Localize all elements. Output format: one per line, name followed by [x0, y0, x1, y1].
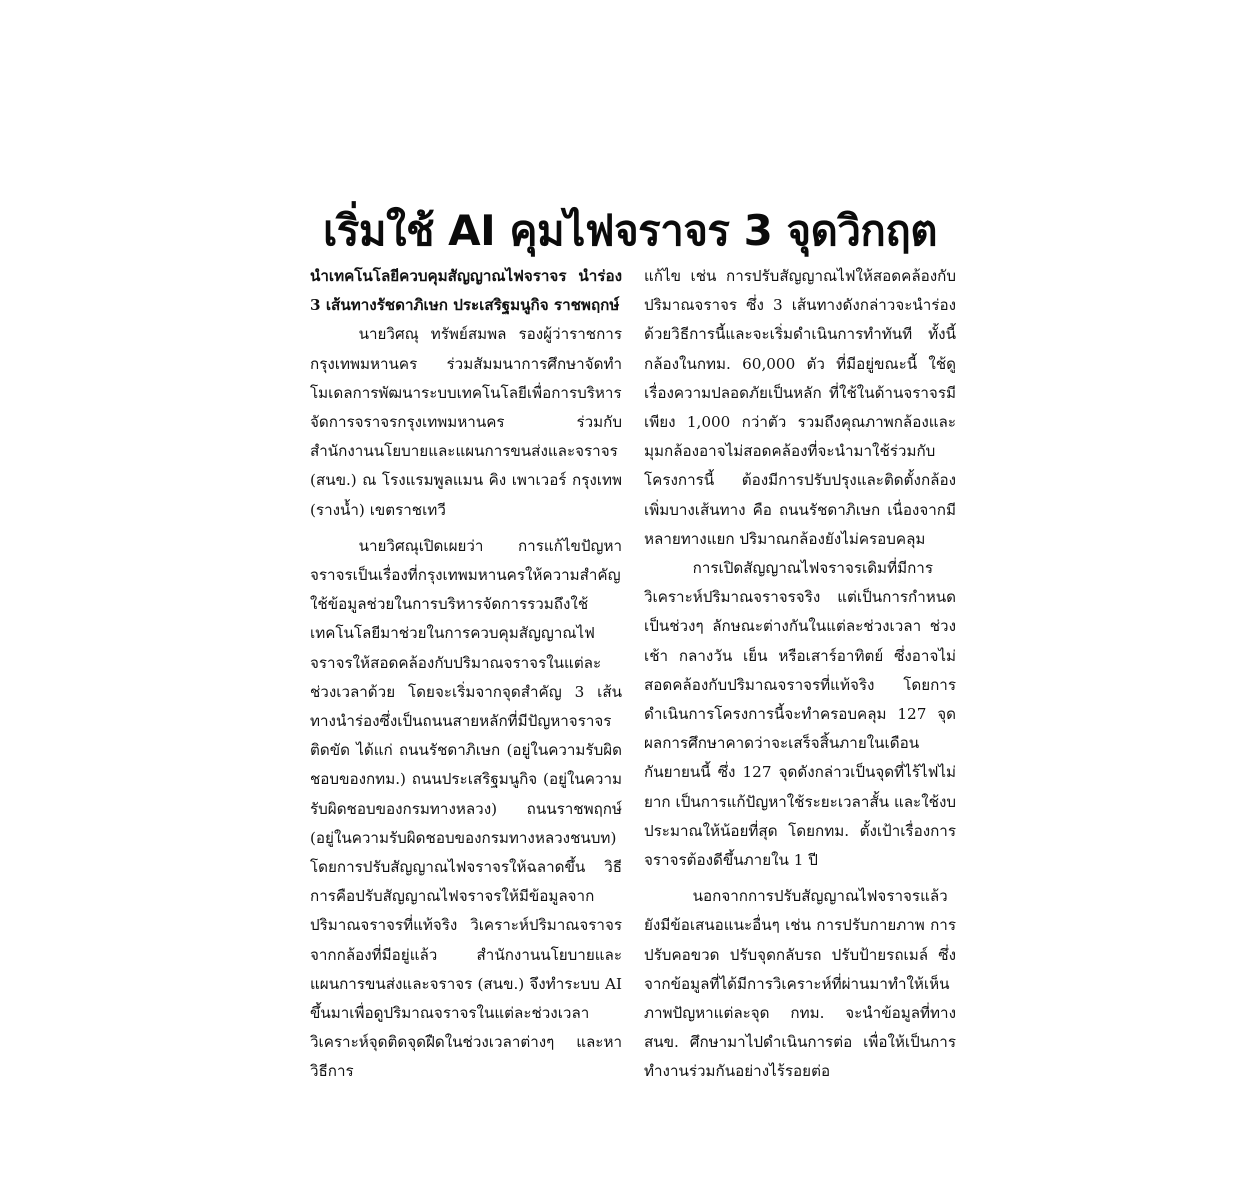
article-paragraph: นายวิศณุ ทรัพย์สมพล รองผู้ว่าราชการกรุงเทพมหานคร ร่วมสัมมนาการศึกษาจัดทำโมเดลการพัฒนาระบบเทคโนโลยีเพื่อการบริหารจัดการจราจรกรุงเทพมหานคร ร่วมกับ สำนักงานนโยบายและแผนการขนส่งและจราจร (สนข.) ณ โรงแรมพูลแมน คิง เพาเวอร์ กรุงเทพ (รางน้ำ) เขตราชเทวี	[310, 325, 622, 519]
article-paragraph: นายวิศณุเปิดเผยว่า การแก้ไขปัญหาจราจรเป็นเรื่องที่กรุงเทพมหานครให้ความสำคัญ ใช้ข้อมูลช่วยในการบริหารจัดการรวมถึงใช้เทคโนโลยีมาช่วยในการควบคุมสัญญาณไฟจราจรให้สอดคล้องกับปริมาณจราจรในแต่ละช่วงเวลาด้วย โดยจะเริ่มจากจุดสำคัญ 3 เส้นทางนำร่องซึ่งเป็นถนนสายหลักที่มีปัญหาจราจรติดขัด ได้แก่ ถนนรัชดาภิเษก (อยู่ในความรับผิดชอบของกทม.) ถนนประเสริฐมนูกิจ (อยู่ในความรับผิดชอบของกรมทางหลวง) ถนนราชพฤกษ์ (อยู่ในความรับผิดชอบของกรมทางหลวงชนบท) โดยการปรับสัญญาณไฟจราจรให้ฉลาดขึ้น วิธีการคือปรับสัญญาณไฟจราจรให้มีข้อมูลจากปริมาณจราจรที่แท้จริง วิเคราะห์ปริมาณจราจรจากกล้องที่มีอยู่แล้ว สำนักงานนโยบายและแผนการขนส่งและจราจร (สนข.) จึงทำระบบ AI ขึ้นมาเพื่อดูปริมาณจราจรในแต่ละช่วงเวลา วิเคราะห์จุดติดจุดฝืดในช่วงเวลาต่างๆ และหาวิธีการ	[310, 536, 622, 1081]
article-paragraph: นอกจากการปรับสัญญาณไฟจราจรแล้วยังมีข้อเสนอแนะอื่นๆ เช่น การปรับกายภาพ การปรับคอขวด ปรับจุดกลับรถ ปรับป้ายรถเมล์ ซึ่งจากข้อมูลที่ได้มีการวิเคราะห์ที่ผ่านมาทำให้เห็นภาพปัญหาแต่ละจุด กทม. จะนำข้อมูลที่ทาง สนข. ศึกษามาไปดำเนินการต่อ เพื่อให้เป็นการทำงานร่วมกันอย่างไร้รอยต่อ	[644, 887, 956, 1081]
article-column-left	[310, 262, 622, 1177]
article-paragraph: การเปิดสัญญาณไฟจราจรเดิมที่มีการวิเคราะห์ปริมาณจราจรจริง แต่เป็นการกำหนดเป็นช่วงๆ ลักษณะต่างกันในแต่ละช่วงเวลา ช่วงเช้า กลางวัน เย็น หรือเสาร์อาทิตย์ ซึ่งอาจไม่สอดคล้องกับปริมาณจราจรที่แท้จริง โดยการดำเนินการโครงการนี้จะทำครอบคลุม 127 จุด ผลการศึกษาคาดว่าจะเสร็จสิ้นภายในเดือนกันยายนนี้ ซึ่ง 127 จุดดังกล่าวเป็นจุดที่ไร้ไฟไม่ยาก เป็นการแก้ปัญหาใช้ระยะเวลาสั้น และใช้งบประมาณให้น้อยที่สุด โดยกทม. ตั้งเป้าเรื่องการจราจรต้องดีขึ้นภายใน 1 ปี	[644, 559, 956, 870]
article-paragraph: แก้ไข เช่น การปรับสัญญาณไฟให้สอดคล้องกับปริมาณจราจร ซึ่ง 3 เส้นทางดังกล่าวจะนำร่องด้วยวิธีการนี้และจะเริ่มดำเนินการทำทันที ทั้งนี้ กล้องในกทม. 60,000 ตัว ที่มีอยู่ขณะนี้ ใช้ดูเรื่องความปลอดภัยเป็นหลัก ที่ใช้ในด้านจราจรมีเพียง 1,000 กว่าตัว รวมถึงคุณภาพกล้องและมุมกล้องอาจไม่สอดคล้องที่จะนำมาใช้ร่วมกับโครงการนี้ ต้องมีการปรับปรุงและติดตั้งกล้องเพิ่มบางเส้นทาง คือ ถนนรัชดาภิเษก เนื่องจากมีหลายทางแยก ปริมาณกล้องยังไม่ครอบคลุม	[644, 267, 956, 548]
article-lead: นำเทคโนโลยีควบคุมสัญญาณไฟจราจร นำร่อง 3 เส้นทางรัชดาภิเษก ประเสริฐมนูกิจ ราชพฤกษ์	[310, 267, 622, 315]
headline: เริ่มใช้ AI คุมไฟจราจร 3 จุดวิกฤต	[322, 206, 938, 255]
news-clipping	[306, 196, 954, 1186]
article-column-right	[644, 262, 956, 1177]
